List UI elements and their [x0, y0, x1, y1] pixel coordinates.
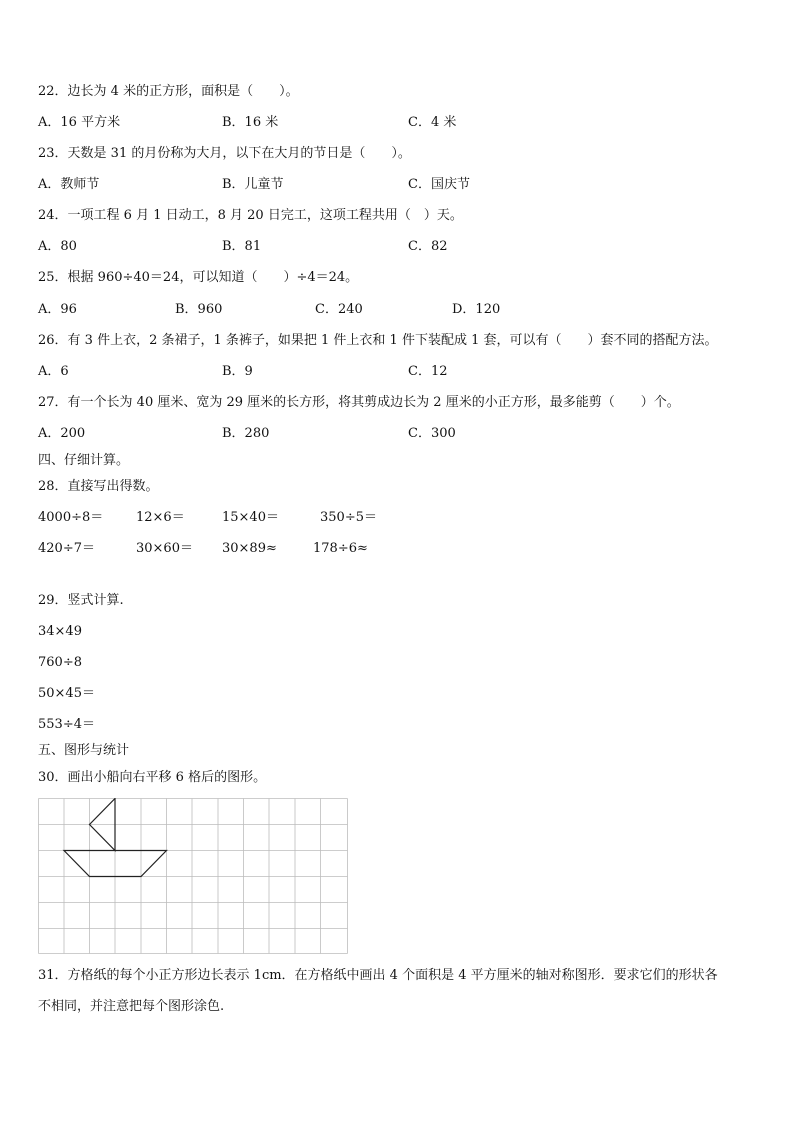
- q22-option-c[interactable]: C．4 米: [408, 115, 457, 130]
- question-24: 24．一项工程 6 月 1 日动工，8 月 20 日完工，这项工程共用（ ）天。: [38, 208, 463, 223]
- q22-option-a[interactable]: A．16 平方米: [38, 115, 121, 130]
- calc-item: 15×40＝: [222, 510, 279, 525]
- vertical-calc-item: 760÷8: [38, 655, 82, 670]
- question-25: 25．根据 960÷40＝24，可以知道（ ）÷4＝24。: [38, 270, 359, 285]
- calc-item: 30×60＝: [136, 541, 193, 556]
- q25-option-b[interactable]: B．960: [175, 302, 223, 317]
- question-26: 26．有 3 件上衣，2 条裙子，1 条裤子，如果把 1 件上衣和 1 件下装配成 1 套，可以有（ ）套不同的搭配方法。: [38, 333, 718, 348]
- q22-option-b[interactable]: B．16 米: [222, 115, 279, 130]
- q23-option-b[interactable]: B．儿童节: [222, 177, 284, 192]
- q23-option-a[interactable]: A．教师节: [38, 177, 100, 192]
- q26-option-a[interactable]: A．6: [38, 364, 69, 379]
- calc-item: 350÷5＝: [320, 510, 377, 525]
- boat-grid-svg: [38, 798, 348, 954]
- q25-option-c[interactable]: C．240: [315, 302, 363, 317]
- vertical-calc-item: 50×45＝: [38, 686, 95, 701]
- question-28: 28．直接写出得数。: [38, 479, 159, 494]
- q27-option-c[interactable]: C．300: [408, 426, 456, 441]
- question-23: 23．天数是 31 的月份称为大月，以下在大月的节日是（ ）。: [38, 146, 411, 161]
- q25-option-a[interactable]: A．96: [38, 302, 77, 317]
- section-4-heading: 四、仔细计算。: [38, 453, 130, 468]
- calc-item: 12×6＝: [136, 510, 185, 525]
- calc-item: 420÷7＝: [38, 541, 95, 556]
- question-31-line1: 31．方格纸的每个小正方形边长表示 1cm．在方格纸中画出 4 个面积是 4 平方厘米的轴对称图形．要求它们的形状各: [38, 968, 718, 983]
- q24-option-c[interactable]: C．82: [408, 239, 448, 254]
- q24-option-a[interactable]: A．80: [38, 239, 77, 254]
- q27-option-b[interactable]: B．280: [222, 426, 270, 441]
- grid-paper[interactable]: [38, 798, 348, 954]
- calc-item: 30×89≈: [222, 541, 277, 556]
- question-29: 29．竖式计算.: [38, 593, 124, 608]
- vertical-calc-item: 34×49: [38, 624, 82, 639]
- question-27: 27．有一个长为 40 厘米、宽为 29 厘米的长方形，将其剪成边长为 2 厘米的小正方形，最多能剪（ ）个。: [38, 395, 680, 410]
- section-5-heading: 五、图形与统计: [38, 743, 130, 758]
- q26-option-b[interactable]: B．9: [222, 364, 253, 379]
- q23-option-c[interactable]: C．国庆节: [408, 177, 470, 192]
- calc-item: 4000÷8＝: [38, 510, 104, 525]
- question-31-line2: 不相同，并注意把每个图形涂色.: [38, 999, 225, 1014]
- q26-option-c[interactable]: C．12: [408, 364, 448, 379]
- q25-option-d[interactable]: D．120: [452, 302, 501, 317]
- calc-item: 178÷6≈: [313, 541, 368, 556]
- question-30: 30．画出小船向右平移 6 格后的图形。: [38, 770, 267, 785]
- q27-option-a[interactable]: A．200: [38, 426, 86, 441]
- vertical-calc-item: 553÷4＝: [38, 717, 95, 732]
- q24-option-b[interactable]: B．81: [222, 239, 262, 254]
- question-22: 22．边长为 4 米的正方形，面积是（ ）。: [38, 84, 299, 99]
